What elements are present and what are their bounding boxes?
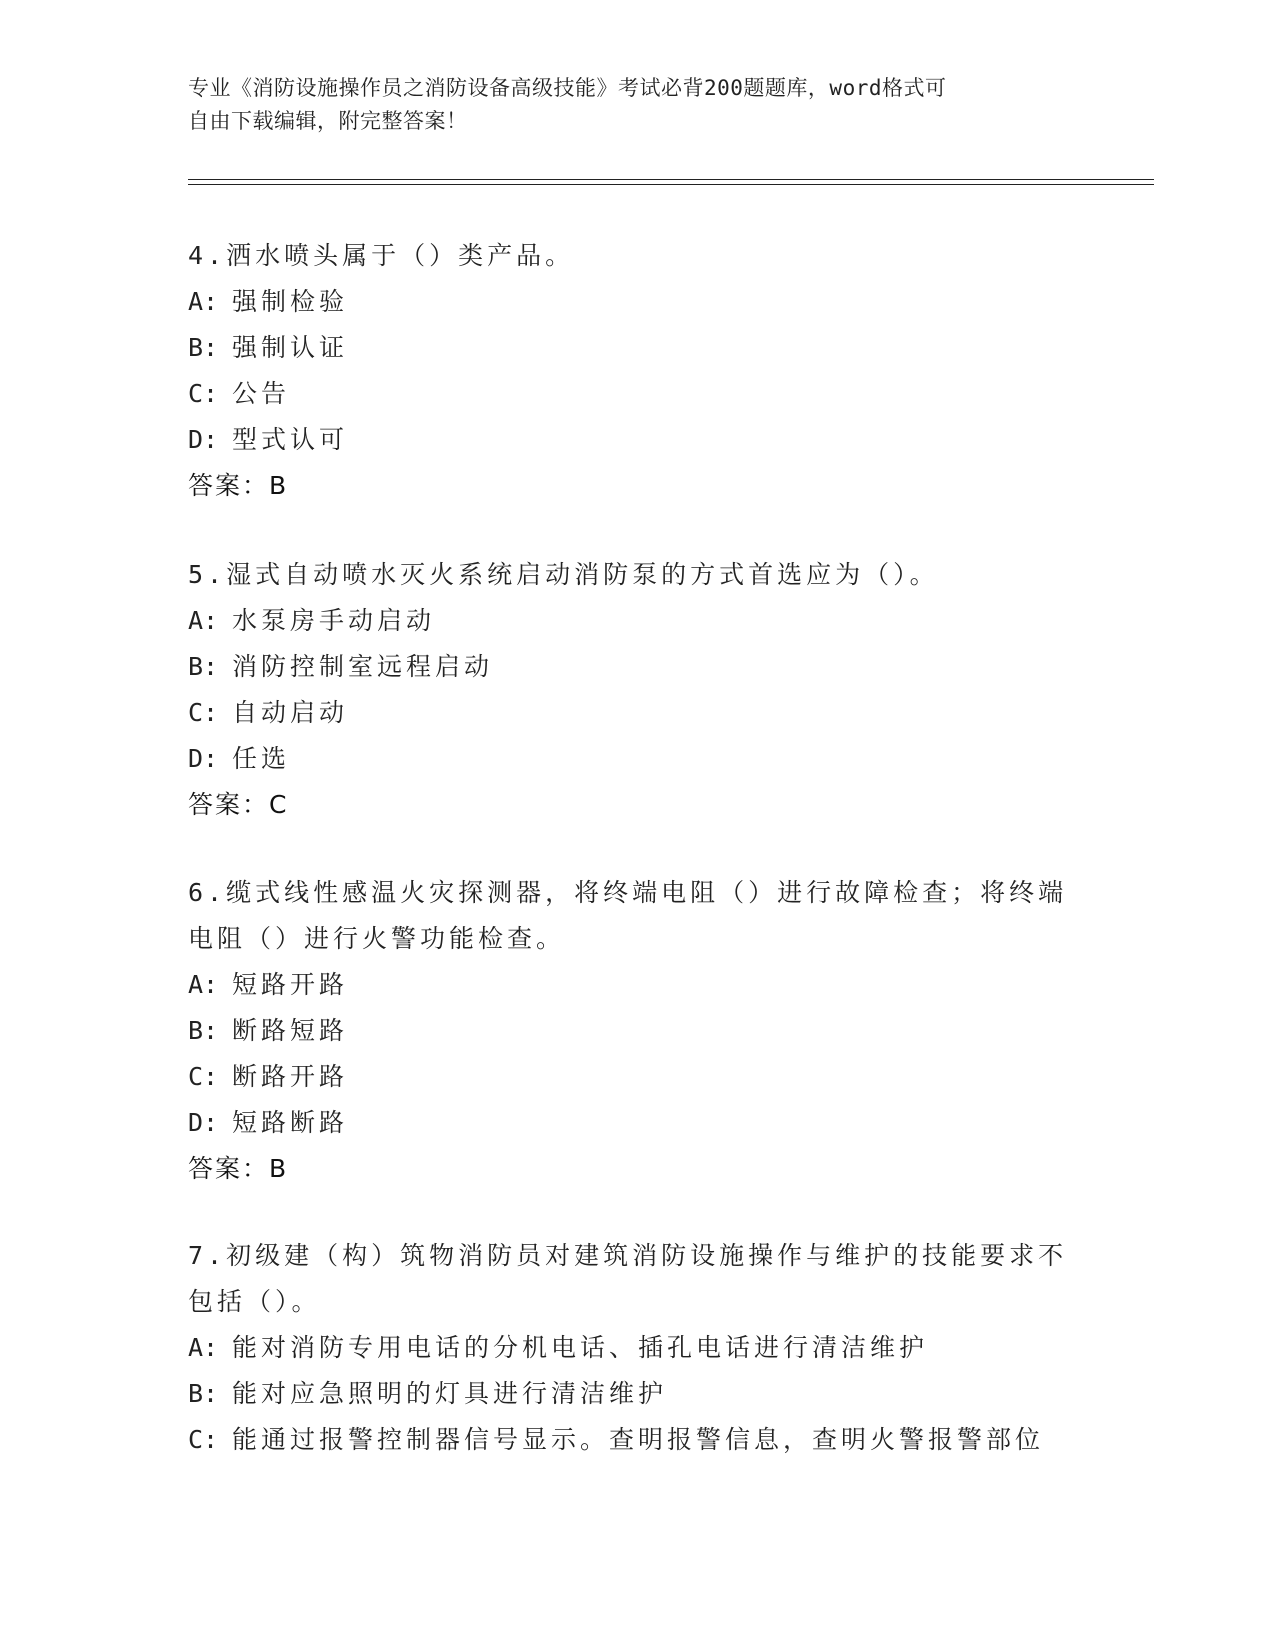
option-text: 短路断路 xyxy=(232,1108,349,1137)
option-key: C: xyxy=(188,698,219,727)
option-c xyxy=(188,1054,1088,1100)
answer-value: B xyxy=(269,1154,287,1183)
answer-label: 答案： xyxy=(188,1154,270,1183)
option-text: 断路开路 xyxy=(232,1062,349,1091)
option-key: A: xyxy=(188,606,219,635)
question-stem-line: 电阻（）进行火警功能检查。 xyxy=(188,924,566,953)
option-key: A: xyxy=(188,970,219,999)
option-d xyxy=(188,1100,1088,1146)
option-text: 断路短路 xyxy=(232,1016,349,1045)
option-d xyxy=(188,417,1088,463)
option-text: 强制检验 xyxy=(232,287,349,316)
option-c xyxy=(188,371,1088,417)
option-key: C: xyxy=(188,1062,219,1091)
option-b xyxy=(188,1371,1088,1417)
question-5 xyxy=(188,552,1088,828)
document-header xyxy=(188,72,1068,138)
question-stem-line: 5.湿式自动喷水灭火系统启动消防泵的方式首选应为（）。 xyxy=(188,560,939,589)
option-c xyxy=(188,1417,1088,1463)
answer-value: B xyxy=(269,471,287,500)
question-4 xyxy=(188,233,1088,509)
option-text: 公告 xyxy=(232,379,291,408)
header-line-1: 专业《消防设施操作员之消防设备高级技能》考试必背200题题库，word格式可 xyxy=(188,76,947,100)
question-stem-line: 包括（）。 xyxy=(188,1287,321,1316)
question-stem xyxy=(188,552,1088,598)
option-text: 任选 xyxy=(232,744,291,773)
option-key: C: xyxy=(188,1425,219,1454)
question-stem-line: 4.洒水喷头属于（）类产品。 xyxy=(188,241,575,270)
header-line-2: 自由下载编辑，附完整答案！ xyxy=(188,109,468,133)
option-key: A: xyxy=(188,287,219,316)
option-b xyxy=(188,644,1088,690)
question-stem-line: 6.缆式线性感温火灾探测器，将终端电阻（）进行故障检查；将终端 xyxy=(188,878,1068,907)
answer-line xyxy=(188,782,1088,828)
header-divider-top xyxy=(188,179,1154,180)
option-text: 水泵房手动启动 xyxy=(232,606,436,635)
question-6 xyxy=(188,870,1088,1192)
question-7 xyxy=(188,1233,1088,1463)
answer-line xyxy=(188,1146,1088,1192)
answer-label: 答案： xyxy=(188,790,270,819)
option-text: 型式认可 xyxy=(232,425,349,454)
option-text: 消防控制室远程启动 xyxy=(232,652,494,681)
option-text: 能对应急照明的灯具进行清洁维护 xyxy=(232,1379,668,1408)
answer-line xyxy=(188,463,1088,509)
option-b xyxy=(188,325,1088,371)
option-text: 能对消防专用电话的分机电话、插孔电话进行清洁维护 xyxy=(232,1333,929,1362)
option-a xyxy=(188,962,1088,1008)
option-key: A: xyxy=(188,1333,219,1362)
question-stem-line: 7.初级建（构）筑物消防员对建筑消防设施操作与维护的技能要求不 xyxy=(188,1241,1068,1270)
option-d xyxy=(188,736,1088,782)
option-c xyxy=(188,690,1088,736)
option-key: B: xyxy=(188,333,219,362)
option-text: 强制认证 xyxy=(232,333,349,362)
option-a xyxy=(188,598,1088,644)
question-stem xyxy=(188,1233,1088,1325)
answer-value: C xyxy=(269,790,287,819)
option-key: B: xyxy=(188,652,219,681)
question-stem xyxy=(188,870,1088,962)
option-a xyxy=(188,1325,1088,1371)
option-key: C: xyxy=(188,379,219,408)
option-text: 能通过报警控制器信号显示。查明报警信息，查明火警报警部位 xyxy=(232,1425,1045,1454)
option-text: 短路开路 xyxy=(232,970,349,999)
answer-label: 答案： xyxy=(188,471,270,500)
option-key: B: xyxy=(188,1379,219,1408)
option-key: D: xyxy=(188,425,219,454)
option-key: D: xyxy=(188,1108,219,1137)
option-b xyxy=(188,1008,1088,1054)
option-a xyxy=(188,279,1088,325)
question-stem xyxy=(188,233,1088,279)
option-text: 自动启动 xyxy=(232,698,349,727)
option-key: B: xyxy=(188,1016,219,1045)
header-divider-bottom xyxy=(188,184,1154,185)
option-key: D: xyxy=(188,744,219,773)
